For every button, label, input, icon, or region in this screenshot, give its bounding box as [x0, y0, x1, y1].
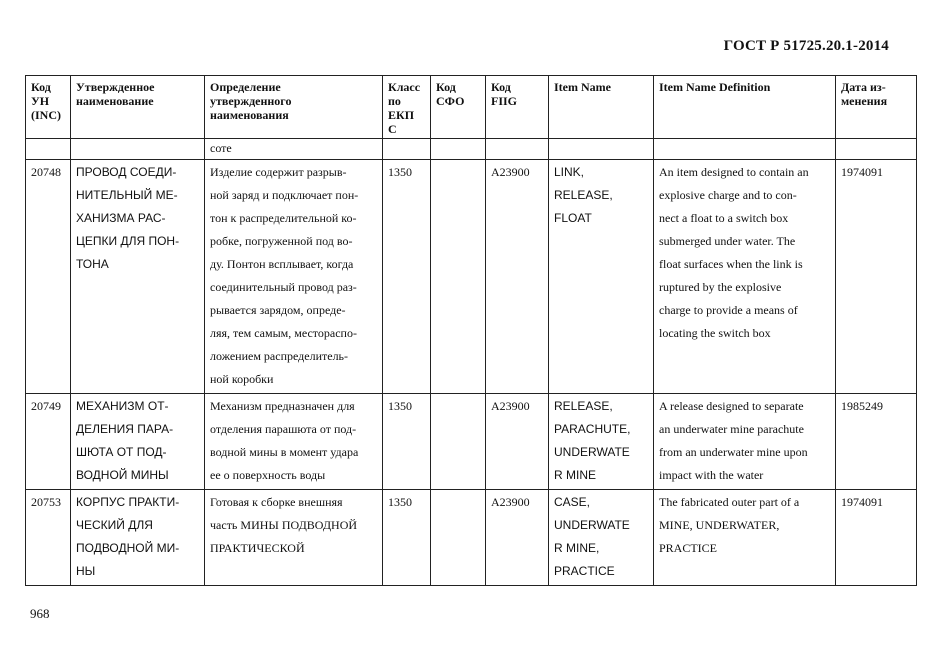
page-number: 968: [30, 606, 50, 621]
table-row: [26, 490, 917, 586]
col-header-item-name-definition: Item Name Definition: [654, 76, 836, 139]
cell-approved-name: ПРОВОД СОЕДИ- НИТЕЛЬНЫЙ МЕ- ХАНИЗМА РАС- ЦЕПКИ ДЛЯ ПОН- ТОНА: [71, 160, 205, 394]
cell-item-name: LINK, RELEASE, FLOAT: [549, 160, 654, 394]
table-row: [26, 160, 917, 394]
cell-sfo: [431, 160, 486, 394]
col-header-code: Код УН (INC): [26, 76, 71, 139]
continuation-text: соте: [205, 139, 383, 160]
cell-item-name-definition: An item designed to contain an explosive charge and to con- nect a float to a switch box submerged under water. The float surfaces when the link is ruptured by the explosive charge to provide a means of locating the switch box: [654, 160, 836, 394]
cell-sfo: [431, 394, 486, 490]
cell-code: 20749: [26, 394, 71, 490]
header-row: [26, 76, 917, 139]
cell-change-date: 1974091: [836, 160, 917, 394]
table-row: [26, 394, 917, 490]
col-header-fiig: Код FIIG: [486, 76, 549, 139]
cell-item-name-definition: A release designed to separate an underwater mine parachute from an underwater mine upon impact with the water: [654, 394, 836, 490]
cell-code: 20748: [26, 160, 71, 394]
cell-code: 20753: [26, 490, 71, 586]
document-title: ГОСТ Р 51725.20.1-2014: [723, 38, 889, 54]
cell-fiig: A23900: [486, 490, 549, 586]
col-header-sfo: Код СФО: [431, 76, 486, 139]
col-header-change-date: Дата из- менения: [836, 76, 917, 139]
cell-class: 1350: [383, 160, 431, 394]
cell-definition: Изделие содержит разрыв- ной заряд и подключает пон- тон к распределительной ко- робке, погруженной под во- ду. Понтон всплывает, когда соединительный провод раз- рывается зарядом, опреде- ляя, тем самым, местораспо- ложением распределитель- ной коробки: [205, 160, 383, 394]
col-header-item-name: Item Name: [549, 76, 654, 139]
cell-item-name: RELEASE, PARACHUTE, UNDERWATE R MINE: [549, 394, 654, 490]
col-header-approved-name: Утвержденное наименование: [71, 76, 205, 139]
cell-approved-name: МЕХАНИЗМ ОТ- ДЕЛЕНИЯ ПАРА- ШЮТА ОТ ПОД- ВОДНОЙ МИНЫ: [71, 394, 205, 490]
cell-fiig: A23900: [486, 160, 549, 394]
cell-item-name: CASE, UNDERWATE R MINE, PRACTICE: [549, 490, 654, 586]
gost-table: [25, 75, 917, 586]
cell-fiig: A23900: [486, 394, 549, 490]
cell-item-name-definition: The fabricated outer part of a MINE, UNDERWATER, PRACTICE: [654, 490, 836, 586]
col-header-definition: Определение утвержденного наименования: [205, 76, 383, 139]
cell-class: 1350: [383, 394, 431, 490]
cell-change-date: 1974091: [836, 490, 917, 586]
cell-class: 1350: [383, 490, 431, 586]
cell-definition: Готовая к сборке внешняя часть МИНЫ ПОДВОДНОЙ ПРАКТИЧЕСКОЙ: [205, 490, 383, 586]
continuation-row: [26, 139, 917, 160]
col-header-class: Класс по ЕКП С: [383, 76, 431, 139]
cell-change-date: 1985249: [836, 394, 917, 490]
cell-sfo: [431, 490, 486, 586]
cell-approved-name: КОРПУС ПРАКТИ- ЧЕСКИЙ ДЛЯ ПОДВОДНОЙ МИ- НЫ: [71, 490, 205, 586]
cell-definition: Механизм предназначен для отделения парашюта от под- водной мины в момент удара ее о поверхность воды: [205, 394, 383, 490]
